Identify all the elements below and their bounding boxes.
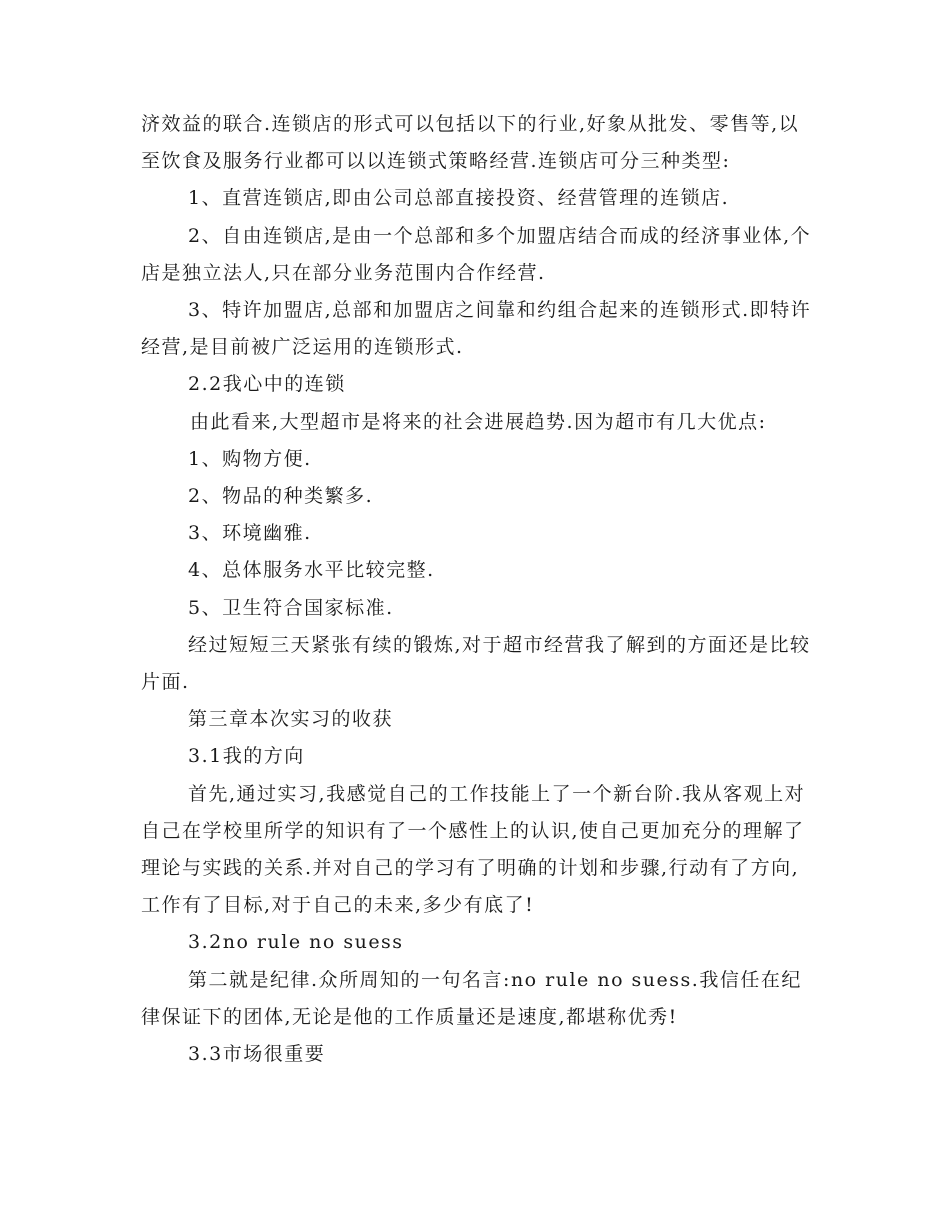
- list-item-advantage-4: 4、总体服务水平比较完整.: [188, 559, 435, 582]
- paragraph-free-chain: 2、自由连锁店,是由一个总部和多个加盟店结合而成的经济事业体,个店是独立法人,只在部分业务范围内合作经营.: [141, 224, 812, 284]
- section-heading-2-2: 2.2我心中的连锁: [188, 373, 346, 396]
- list-item-advantage-3: 3、环境幽雅.: [188, 522, 312, 545]
- section-heading-3-3: 3.3市场很重要: [188, 1043, 326, 1066]
- list-item-advantage-2: 2、物品的种类繁多.: [188, 485, 374, 508]
- list-item-advantage-5: 5、卫生符合国家标准.: [188, 596, 394, 619]
- list-item-advantage-1: 1、购物方便.: [188, 447, 312, 470]
- paragraph-direct-chain: 1、直营连锁店,即由公司总部直接投资、经营管理的连锁店.: [188, 187, 730, 210]
- section-heading-3-2: 3.2no rule no suess: [188, 931, 404, 954]
- paragraph-supermarket-trend: 由此看来,大型超市是将来的社会进展趋势.因为超市有几大优点:: [190, 410, 767, 433]
- paragraph-discipline: 第二就是纪律.众所周知的一句名言:no rule no suess.我信任在纪律保证下的团体,无论是他的工作质量还是速度,都堪称优秀!: [141, 968, 802, 1028]
- paragraph-chain-store-intro: 济效益的联合.连锁店的形式可以包括以下的行业,好象从批发、零售等,以至饮食及服务行业都可以以连锁式策略经营.连锁店可分三种类型:: [141, 113, 800, 173]
- document-body: [141, 106, 813, 1073]
- chapter-heading-3: 第三章本次实习的收获: [188, 708, 394, 731]
- section-heading-3-1: 3.1我的方向: [188, 745, 305, 768]
- paragraph-training-summary: 经过短短三天紧张有续的锻炼,对于超市经营我了解到的方面还是比较片面.: [141, 633, 811, 694]
- paragraph-my-direction: 首先,通过实习,我感觉自己的工作技能上了一个新台阶.我从客观上对自己在学校里所学的知识有了一个感性上的认识,使自己更加充分的理解了理论与实践的关系.并对自己的学习有了明确的计划和步骤,行动有了方向,工作有了目标,对于自己的未来,多少有底了!: [141, 782, 806, 917]
- paragraph-franchise-chain: 3、特许加盟店,总部和加盟店之间靠和约组合起来的连锁形式.即特许经营,是目前被广泛运用的连锁形式.: [141, 299, 812, 359]
